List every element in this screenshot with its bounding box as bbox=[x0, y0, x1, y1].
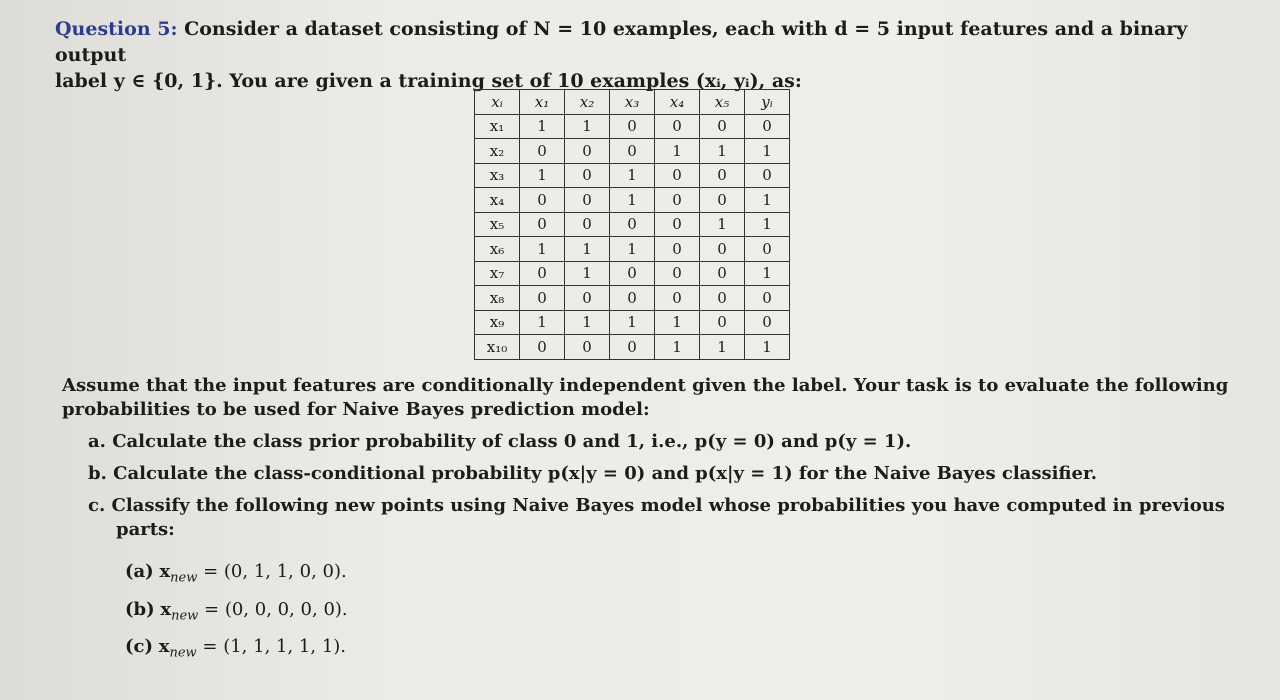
new-point-sub: new bbox=[170, 570, 198, 586]
row-label-cell: x₆ bbox=[475, 237, 520, 262]
feature-cell: 0 bbox=[565, 212, 610, 237]
row-label-cell: x₈ bbox=[475, 286, 520, 311]
feature-cell: 0 bbox=[520, 335, 565, 360]
new-point-var: x bbox=[160, 598, 172, 620]
new-points-list bbox=[125, 556, 348, 669]
row-label-cell: x₅ bbox=[475, 212, 520, 237]
new-point-value: = (0, 0, 0, 0, 0). bbox=[204, 598, 348, 620]
table-row bbox=[475, 310, 790, 335]
feature-cell: 0 bbox=[700, 188, 745, 213]
feature-cell: 0 bbox=[700, 237, 745, 262]
new-point-var: x bbox=[159, 561, 171, 582]
row-label-cell: x₁₀ bbox=[475, 335, 520, 360]
new-point-label: (b) bbox=[125, 598, 155, 620]
feature-cell: 0 bbox=[520, 212, 565, 237]
new-point-sub: new bbox=[171, 608, 199, 624]
feature-cell: 0 bbox=[520, 286, 565, 311]
feature-cell: 1 bbox=[700, 212, 745, 237]
new-point-item bbox=[125, 631, 348, 669]
feature-cell: 0 bbox=[610, 261, 655, 286]
table-header-cell: xᵢ bbox=[475, 90, 520, 115]
row-label-cell: x₇ bbox=[475, 261, 520, 286]
feature-cell: 1 bbox=[565, 261, 610, 286]
table-row bbox=[475, 335, 790, 360]
label-cell: 1 bbox=[745, 335, 790, 360]
feature-cell: 0 bbox=[655, 114, 700, 139]
feature-cell: 1 bbox=[520, 114, 565, 139]
training-data-table bbox=[474, 89, 790, 360]
assumption-line-1: Assume that the input features are conditionally independent given the label. Your task is to evaluate the following bbox=[62, 375, 1229, 396]
feature-cell: 1 bbox=[655, 335, 700, 360]
feature-cell: 0 bbox=[565, 286, 610, 311]
feature-cell: 0 bbox=[565, 163, 610, 188]
assumption-text bbox=[62, 374, 1252, 422]
feature-cell: 0 bbox=[520, 188, 565, 213]
feature-cell: 0 bbox=[565, 139, 610, 164]
label-cell: 1 bbox=[745, 261, 790, 286]
label-cell: 1 bbox=[745, 139, 790, 164]
label-cell: 1 bbox=[745, 188, 790, 213]
part-a: a. Calculate the class prior probability of class 0 and 1, i.e., p(y = 0) and p(y = 1). bbox=[88, 431, 912, 452]
new-point-item bbox=[125, 594, 348, 632]
table-header-cell: x₅ bbox=[700, 90, 745, 115]
feature-cell: 0 bbox=[565, 335, 610, 360]
table-header-cell: x₁ bbox=[520, 90, 565, 115]
table-row bbox=[475, 114, 790, 139]
part-c-line-2: parts: bbox=[116, 519, 175, 540]
feature-cell: 0 bbox=[655, 188, 700, 213]
new-point-var: x bbox=[158, 636, 170, 658]
feature-cell: 0 bbox=[610, 286, 655, 311]
label-cell: 0 bbox=[745, 163, 790, 188]
table-row bbox=[475, 188, 790, 213]
feature-cell: 0 bbox=[700, 114, 745, 139]
feature-cell: 0 bbox=[700, 261, 745, 286]
feature-cell: 1 bbox=[520, 237, 565, 262]
row-label-cell: x₃ bbox=[475, 163, 520, 188]
feature-cell: 0 bbox=[700, 163, 745, 188]
feature-cell: 0 bbox=[520, 261, 565, 286]
part-b: b. Calculate the class-conditional probability p(x|y = 0) and p(x|y = 1) for the Naive Bayes classifier. bbox=[88, 463, 1098, 484]
row-label-cell: x₉ bbox=[475, 310, 520, 335]
feature-cell: 1 bbox=[610, 310, 655, 335]
table-body bbox=[475, 114, 790, 359]
feature-cell: 0 bbox=[655, 237, 700, 262]
feature-cell: 1 bbox=[655, 310, 700, 335]
feature-cell: 0 bbox=[655, 212, 700, 237]
assumption-line-2: probabilities to be used for Naive Bayes prediction model: bbox=[62, 399, 650, 420]
feature-cell: 0 bbox=[520, 139, 565, 164]
part-c bbox=[88, 494, 1248, 542]
label-cell: 0 bbox=[745, 310, 790, 335]
feature-cell: 1 bbox=[565, 237, 610, 262]
feature-cell: 0 bbox=[700, 310, 745, 335]
feature-cell: 1 bbox=[700, 335, 745, 360]
table-row bbox=[475, 139, 790, 164]
label-cell: 0 bbox=[745, 114, 790, 139]
table-row bbox=[475, 261, 790, 286]
question-header bbox=[55, 16, 1255, 94]
feature-cell: 1 bbox=[565, 310, 610, 335]
feature-cell: 1 bbox=[610, 163, 655, 188]
feature-cell: 0 bbox=[610, 335, 655, 360]
table-row bbox=[475, 237, 790, 262]
new-point-value: = (0, 1, 1, 0, 0). bbox=[203, 561, 347, 582]
new-point-item bbox=[125, 556, 348, 594]
part-c-line-1: c. Classify the following new points using Naive Bayes model whose probabilities you have computed in previous bbox=[88, 495, 1225, 516]
table-header-cell: x₄ bbox=[655, 90, 700, 115]
feature-cell: 1 bbox=[655, 139, 700, 164]
feature-cell: 1 bbox=[610, 237, 655, 262]
question-intro-1: Consider a dataset consisting of N = 10 examples, each with d = 5 input features and a binary output bbox=[55, 18, 1188, 66]
row-label-cell: x₄ bbox=[475, 188, 520, 213]
feature-cell: 0 bbox=[655, 261, 700, 286]
feature-cell: 0 bbox=[655, 163, 700, 188]
question-number: Question 5: bbox=[55, 18, 178, 40]
row-label-cell: x₂ bbox=[475, 139, 520, 164]
question-intro-2: label y ∈ {0, 1}. You are given a training set of 10 examples (xᵢ, yᵢ), as: bbox=[55, 70, 802, 92]
feature-cell: 1 bbox=[520, 163, 565, 188]
feature-cell: 1 bbox=[700, 139, 745, 164]
table-row bbox=[475, 212, 790, 237]
feature-cell: 0 bbox=[700, 286, 745, 311]
feature-cell: 1 bbox=[610, 188, 655, 213]
table-row bbox=[475, 163, 790, 188]
table-header-cell: x₂ bbox=[565, 90, 610, 115]
new-point-label: (c) bbox=[125, 636, 153, 658]
row-label-cell: x₁ bbox=[475, 114, 520, 139]
label-cell: 0 bbox=[745, 286, 790, 311]
table-header-cell: x₃ bbox=[610, 90, 655, 115]
table-header-row bbox=[475, 90, 790, 115]
new-point-label: (a) bbox=[125, 561, 154, 582]
table-header-cell: yᵢ bbox=[745, 90, 790, 115]
question-line-1 bbox=[55, 16, 1255, 68]
new-point-sub: new bbox=[169, 645, 197, 661]
feature-cell: 0 bbox=[655, 286, 700, 311]
feature-cell: 0 bbox=[610, 139, 655, 164]
feature-cell: 1 bbox=[565, 114, 610, 139]
label-cell: 0 bbox=[745, 237, 790, 262]
new-point-value: = (1, 1, 1, 1, 1). bbox=[202, 636, 347, 658]
table-row bbox=[475, 286, 790, 311]
feature-cell: 0 bbox=[610, 114, 655, 139]
feature-cell: 0 bbox=[610, 212, 655, 237]
task-parts bbox=[88, 430, 1248, 550]
label-cell: 1 bbox=[745, 212, 790, 237]
feature-cell: 0 bbox=[565, 188, 610, 213]
feature-cell: 1 bbox=[520, 310, 565, 335]
